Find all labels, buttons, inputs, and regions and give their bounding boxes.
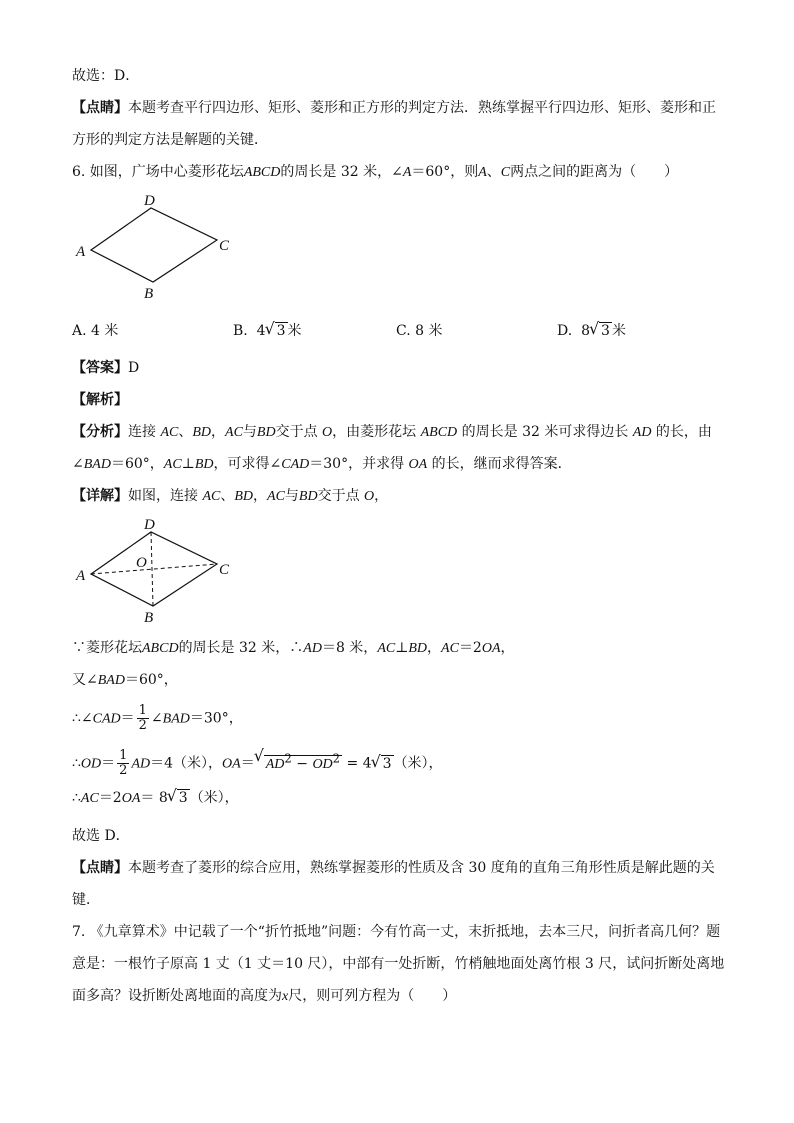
prev-comment-line-1: 【点睛】本题考查平行四边形、矩形、菱形和正方形的判定方法．熟练掌握平行四边形、矩形、菱形和正: [72, 100, 716, 116]
sqrt-symbol: √ 3: [168, 788, 190, 808]
prev-comment-line-2: 方形的判定方法是解题的关键．: [72, 132, 268, 148]
analysis-line-1: 【分析】连接 AC、BD，AC与BD交于点 O，由菱形花坛 ABCD 的周长是 32 米可求得边长 AD 的长，由: [72, 424, 712, 440]
vertex-label-b: B: [144, 610, 154, 626]
solution-step-2: 又∠BAD＝60°，: [72, 672, 178, 688]
vertex-label-b: B: [144, 286, 154, 302]
diagonal-ac: [91, 564, 217, 574]
center-label-o: O: [136, 555, 147, 571]
rhombus-figure-2: [72, 512, 242, 630]
question-6-stem: 6. 如图，广场中心菱形花坛ABCD的周长是 32 米，∠A＝60°，则A、C两点之间的距离为（ ）: [72, 164, 679, 180]
option-b: B. 4√ 3 米: [233, 321, 302, 341]
sqrt-symbol: √ 3: [590, 321, 612, 341]
vertex-label-a: A: [76, 568, 86, 584]
fraction-one-half: $\frac{1}{2}$: [119, 748, 128, 779]
prev-answer-line: 故选：D．: [72, 68, 140, 84]
vertex-label-d: D: [144, 517, 155, 533]
solution-choice: 故选 D．: [72, 828, 130, 844]
sqrt-symbol: √ $AD^2 - OD^2$: [255, 744, 342, 779]
comment-line-1: 【点睛】本题考查了菱形的综合应用，熟练掌握菱形的性质及含 30 度角的直角三角形性质是解此题的关: [72, 860, 715, 876]
option-a: A. 4 米: [72, 323, 119, 339]
rhombus-outline: [91, 208, 217, 282]
solution-step-1: ∵菱形花坛ABCD的周长是 32 米，∴AD＝8 米，AC⊥BD，AC＝2OA，: [72, 640, 515, 656]
vertex-label-a: A: [76, 244, 86, 260]
vertex-label-d: D: [144, 193, 155, 209]
sqrt-symbol: √ 3: [372, 750, 394, 778]
vertex-label-c: C: [219, 238, 230, 254]
option-d: D. 8√ 3 米: [557, 321, 626, 341]
solution-step-3: ∴∠CAD＝ $\frac{1}{2}$ ∠BAD＝30°，: [72, 703, 243, 733]
diagonal-bd: [151, 532, 153, 606]
question-7-line-1: 7. 《九章算术》中记载了一个“折竹抵地”问题：今有竹高一丈，末折抵地，去本三尺，问折者高几何？题: [72, 924, 721, 940]
solution-step-4: ∴OD＝ $\frac{1}{2}$ AD＝4（米），OA＝√ $AD^2 - OD^2 = 4√$ 3 （米），: [72, 744, 443, 779]
analysis-line-2: ∠BAD＝60°，AC⊥BD，可求得∠CAD＝30°，并求得 OA 的长，继而求得答案．: [72, 456, 572, 472]
option-c: C. 8 米: [396, 323, 443, 339]
question-7-line-3: 面多高？设折断处离地面的高度为x尺，则可列方程为（ ）: [72, 988, 457, 1004]
question-7-line-2: 意是：一根竹子原高 1 丈（1 丈＝10 尺），中部有一处折断，竹梢触地面处离竹根 3 尺，试问折断处离地: [72, 956, 725, 972]
analysis-heading: 【解析】: [72, 392, 128, 408]
rhombus-figure-1: [72, 188, 242, 306]
answer-line: 【答案】D: [72, 360, 140, 376]
fraction-one-half: $\frac{1}{2}$: [138, 703, 147, 733]
detail-line: 【详解】如图，连接 AC、BD，AC与BD交于点 O，: [72, 488, 389, 504]
sqrt-symbol: √ 3: [266, 321, 288, 341]
comment-line-2: 键．: [72, 892, 100, 908]
solution-step-5: ∴AC＝2OA＝ 8√ 3 （米），: [72, 788, 239, 809]
vertex-label-c: C: [219, 562, 230, 578]
